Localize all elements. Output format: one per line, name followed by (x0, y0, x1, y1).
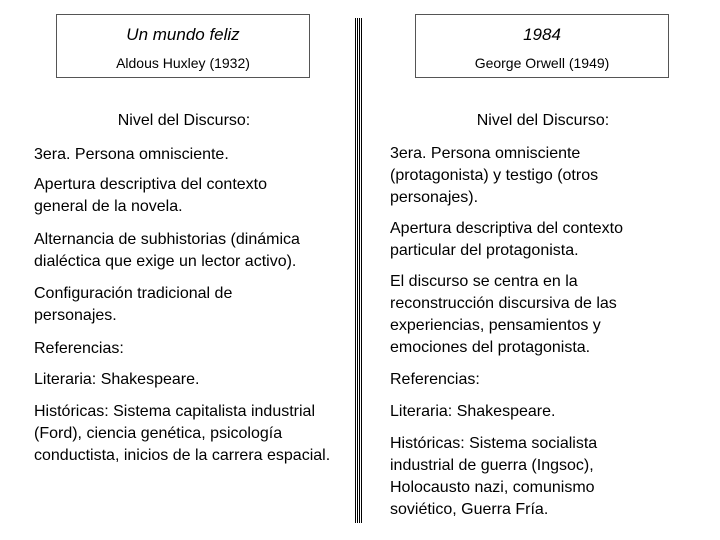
right-paragraph: Apertura descriptiva del contexto particular del protagonista. (390, 220, 624, 259)
right-nivel-heading: Nivel del Discurso: (476, 112, 610, 129)
right-paragraph: Históricas: Sistema socialista industrial de guerra (Ingsoc), Holocausto nazi, comunismo soviético, Guerra Fría. (390, 435, 598, 518)
left-nivel-heading: Nivel del Discurso: (117, 112, 251, 129)
right-paragraph: 3era. Persona omnisciente (protagonista) y testigo (otros personajes). (390, 145, 599, 206)
left-paragraph: Históricas: Sistema capitalista industrial (Ford), ciencia genética, psicología conductista, inicios de la carrera espacial. (34, 403, 331, 464)
right-book-title: 1984 (523, 25, 561, 44)
right-book-header (415, 14, 669, 78)
right-paragraph: El discurso se centra en la reconstrucción discursiva de las experiencias, pensamientos y emociones del protagonista. (390, 273, 617, 356)
left-paragraph: Apertura descriptiva del contexto general de la novela. (34, 176, 268, 215)
right-paragraph: Referencias: (390, 371, 480, 388)
left-paragraph: Referencias: (34, 340, 124, 357)
left-book-author: Aldous Huxley (1932) (116, 55, 250, 71)
right-paragraph: Literaria: Shakespeare. (390, 403, 556, 420)
right-book-author: George Orwell (1949) (474, 55, 610, 71)
left-book-header (56, 14, 310, 78)
left-paragraph: 3era. Persona omnisciente. (34, 146, 229, 163)
left-book-title: Un mundo feliz (126, 25, 240, 44)
left-paragraph: Alternancia de subhistorias (dinámica dialéctica que exige un lector activo). (34, 231, 300, 270)
left-paragraph: Literaria: Shakespeare. (34, 371, 200, 388)
column-divider (355, 18, 363, 523)
left-paragraph: Configuración tradicional de personajes. (34, 285, 233, 324)
